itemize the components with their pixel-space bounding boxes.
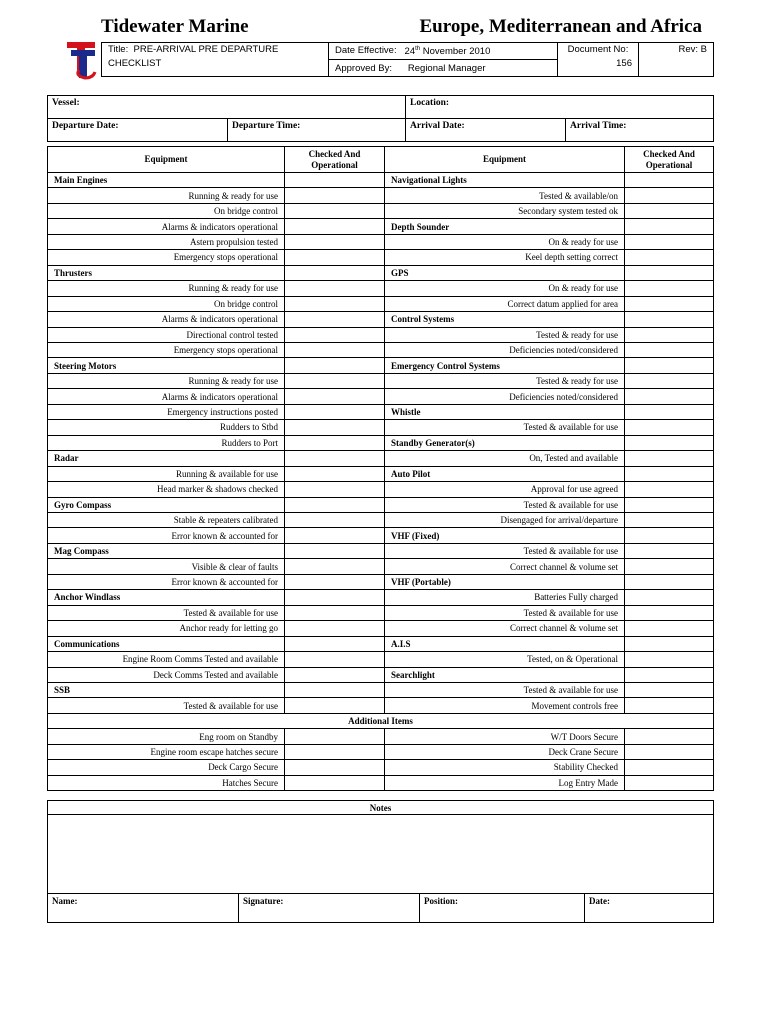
checklist-row (48, 698, 714, 713)
approved-by-label: Approved By: (335, 62, 393, 74)
check-item-label: Emergency stops operational (48, 250, 285, 265)
check-box-cell (625, 265, 714, 280)
checklist-row (48, 652, 714, 667)
vessel-info-table (47, 95, 714, 142)
check-box-cell[interactable] (285, 482, 385, 497)
checklist-row (48, 188, 714, 203)
signature-label: Signature: (243, 896, 284, 906)
check-box-cell[interactable] (625, 420, 714, 435)
check-box-cell[interactable] (285, 342, 385, 357)
check-box-cell[interactable] (625, 497, 714, 512)
check-box-cell (625, 667, 714, 682)
check-item-label: Tested & ready for use (385, 373, 625, 388)
check-item-label: Tested & available for use (385, 682, 625, 697)
check-item-label: Engine Room Comms Tested and available (48, 652, 285, 667)
section-heading: Whistle (385, 404, 625, 419)
additional-item-row (48, 775, 714, 790)
additional-item-label: Deck Crane Secure (385, 744, 625, 759)
check-box-cell (625, 466, 714, 481)
title-cell (102, 43, 329, 77)
checklist-row (48, 265, 714, 280)
checklist-row (48, 219, 714, 234)
check-item-label: Running & ready for use (48, 188, 285, 203)
departure-date-field[interactable] (48, 119, 228, 142)
check-item-label: On & ready for use (385, 281, 625, 296)
check-item-label: On bridge control (48, 203, 285, 218)
signature-field[interactable] (239, 894, 420, 923)
section-heading: Searchlight (385, 667, 625, 682)
check-box-cell[interactable] (285, 621, 385, 636)
check-item-label: Correct datum applied for area (385, 296, 625, 311)
additional-items-heading: Additional Items (48, 713, 714, 728)
check-box-cell[interactable] (625, 188, 714, 203)
title-value: PRE-ARRIVAL PRE DEPARTURE (133, 44, 279, 55)
title-label: Title: (108, 44, 129, 55)
check-item-label: Rudders to Port (48, 435, 285, 450)
check-item-label: Head marker & shadows checked (48, 482, 285, 497)
check-item-label: On, Tested and available (385, 451, 625, 466)
check-box-cell (285, 590, 385, 605)
vessel-label: Vessel: (52, 98, 80, 108)
additional-item-label: Engine room escape hatches secure (48, 744, 285, 759)
check-box-cell[interactable] (285, 652, 385, 667)
location-field[interactable] (406, 96, 714, 119)
check-item-label: Deck Comms Tested and available (48, 667, 285, 682)
check-item-label: Tested & available for use (385, 543, 625, 558)
checklist-row (48, 281, 714, 296)
check-item-label: Correct channel & volume set (385, 621, 625, 636)
check-item-label: Stable & repeaters calibrated (48, 512, 285, 527)
check-box-cell[interactable] (285, 559, 385, 574)
section-heading: Radar (48, 451, 285, 466)
checklist-row (48, 420, 714, 435)
check-box-cell (285, 265, 385, 280)
check-box-cell (625, 528, 714, 543)
check-item-label: Astern propulsion tested (48, 234, 285, 249)
name-label: Name: (52, 896, 78, 906)
check-item-label: Emergency instructions posted (48, 404, 285, 419)
check-box-cell[interactable] (625, 729, 714, 744)
check-item-label: On bridge control (48, 296, 285, 311)
additional-item-row (48, 744, 714, 759)
additional-item-label: W/T Doors Secure (385, 729, 625, 744)
col-header-checked-left: Checked And Operational (285, 147, 385, 173)
check-box-cell[interactable] (285, 698, 385, 713)
check-box-cell (285, 358, 385, 373)
check-box-cell[interactable] (285, 667, 385, 682)
check-item-label: Deficiencies noted/considered (385, 342, 625, 357)
checklist-row (48, 590, 714, 605)
check-box-cell[interactable] (285, 605, 385, 620)
doc-no-value: 156 (616, 58, 632, 69)
section-heading: Steering Motors (48, 358, 285, 373)
check-box-cell[interactable] (285, 512, 385, 527)
checklist-row (48, 234, 714, 249)
check-box-cell[interactable] (625, 296, 714, 311)
col-header-equipment-left: Equipment (48, 147, 285, 173)
col-header-checked-right: Checked And Operational (625, 147, 714, 173)
rev-label: Rev: (678, 44, 699, 55)
check-item-label: Running & available for use (48, 466, 285, 481)
check-box-cell[interactable] (285, 466, 385, 481)
checklist-row (48, 512, 714, 527)
check-box-cell (625, 574, 714, 589)
check-item-label: Tested, on & Operational (385, 652, 625, 667)
section-heading: Mag Compass (48, 543, 285, 558)
approved-by-value: Regional Manager (407, 62, 486, 74)
date-field[interactable] (585, 894, 714, 923)
check-box-cell (625, 219, 714, 234)
check-box-cell[interactable] (625, 342, 714, 357)
section-heading: Emergency Control Systems (385, 358, 625, 373)
check-box-cell (285, 497, 385, 512)
check-box-cell (625, 173, 714, 188)
doc-no-label: Document No: (567, 44, 629, 55)
check-box-cell (285, 451, 385, 466)
section-heading: Control Systems (385, 312, 625, 327)
revision-cell (639, 43, 714, 77)
check-item-label: Alarms & indicators operational (48, 312, 285, 327)
check-box-cell (625, 435, 714, 450)
departure-time-field[interactable] (228, 119, 406, 142)
check-box-cell[interactable] (285, 296, 385, 311)
region-name: Europe, Mediterranean and Africa (419, 16, 702, 37)
check-item-label: Anchor ready for letting go (48, 621, 285, 636)
additional-item-label: Eng room on Standby (48, 729, 285, 744)
arrival-time-label: Arrival Time: (570, 121, 627, 131)
document-number-cell (558, 43, 639, 77)
date-effective-label: Date Effective: (335, 45, 397, 57)
checklist-row (48, 312, 714, 327)
checklist-row (48, 466, 714, 481)
check-item-label: Keel depth setting correct (385, 250, 625, 265)
section-heading: VHF (Portable) (385, 574, 625, 589)
check-box-cell[interactable] (625, 559, 714, 574)
position-label: Position: (424, 896, 459, 906)
check-box-cell[interactable] (285, 188, 385, 203)
check-item-label: Tested & available for use (48, 698, 285, 713)
check-box-cell[interactable] (285, 435, 385, 450)
check-box-cell[interactable] (285, 760, 385, 775)
section-heading: VHF (Fixed) (385, 528, 625, 543)
checklist-row (48, 389, 714, 404)
checklist-row (48, 574, 714, 589)
additional-item-row (48, 760, 714, 775)
check-box-cell (285, 543, 385, 558)
section-heading: Anchor Windlass (48, 590, 285, 605)
check-box-cell[interactable] (625, 543, 714, 558)
section-heading: Auto Pilot (385, 466, 625, 481)
check-box-cell[interactable] (285, 729, 385, 744)
check-box-cell (625, 404, 714, 419)
check-box-cell[interactable] (285, 389, 385, 404)
checklist-row (48, 497, 714, 512)
col-header-equipment-right: Equipment (385, 147, 625, 173)
check-box-cell[interactable] (285, 404, 385, 419)
tidewater-logo (65, 40, 101, 80)
check-item-label: Error known & accounted for (48, 574, 285, 589)
checklist-table (47, 146, 714, 791)
check-item-label: Disengaged for arrival/departure (385, 512, 625, 527)
check-item-label: On & ready for use (385, 234, 625, 249)
check-item-label: Tested & available for use (385, 497, 625, 512)
checklist-row (48, 373, 714, 388)
date-effective-value: 24th November 2010 (404, 45, 491, 57)
check-box-cell[interactable] (625, 281, 714, 296)
title-value-line2: CHECKLIST (108, 58, 162, 69)
check-item-label: Tested & available for use (385, 420, 625, 435)
rev-value: B (700, 44, 707, 55)
check-box-cell[interactable] (285, 219, 385, 234)
check-item-label: Secondary system tested ok (385, 203, 625, 218)
section-heading: Standby Generator(s) (385, 435, 625, 450)
departure-time-label: Departure Time: (232, 121, 301, 131)
check-box-cell[interactable] (285, 373, 385, 388)
check-item-label: Batteries Fully charged (385, 590, 625, 605)
check-item-label: Tested & available for use (48, 605, 285, 620)
check-box-cell[interactable] (625, 590, 714, 605)
location-label: Location: (410, 98, 450, 108)
check-box-cell[interactable] (625, 698, 714, 713)
check-box-cell[interactable] (625, 652, 714, 667)
check-item-label: Tested & available/on (385, 188, 625, 203)
checklist-row (48, 528, 714, 543)
section-heading: Communications (48, 636, 285, 651)
section-heading: Depth Sounder (385, 219, 625, 234)
check-item-label: Directional control tested (48, 327, 285, 342)
checklist-row (48, 342, 714, 357)
check-box-cell[interactable] (625, 451, 714, 466)
check-box-cell[interactable] (285, 327, 385, 342)
check-item-label: Correct channel & volume set (385, 559, 625, 574)
notes-area[interactable] (48, 815, 714, 894)
position-field[interactable] (420, 894, 585, 923)
check-box-cell[interactable] (625, 482, 714, 497)
check-box-cell[interactable] (285, 744, 385, 759)
checklist-row (48, 482, 714, 497)
check-box-cell[interactable] (285, 420, 385, 435)
checklist-row (48, 327, 714, 342)
check-box-cell[interactable] (285, 281, 385, 296)
checklist-row (48, 404, 714, 419)
check-box-cell[interactable] (625, 621, 714, 636)
company-name: Tidewater Marine (101, 16, 249, 37)
check-box-cell[interactable] (625, 775, 714, 790)
checklist-row (48, 250, 714, 265)
additional-item-label: Stability Checked (385, 760, 625, 775)
section-heading: A.I.S (385, 636, 625, 651)
check-item-label: Running & ready for use (48, 373, 285, 388)
check-box-cell[interactable] (285, 312, 385, 327)
check-box-cell[interactable] (625, 512, 714, 527)
check-box-cell[interactable] (285, 250, 385, 265)
arrival-time-field[interactable] (566, 119, 714, 142)
departure-date-label: Departure Date: (52, 121, 119, 131)
check-box-cell[interactable] (625, 605, 714, 620)
check-box-cell[interactable] (285, 574, 385, 589)
check-box-cell[interactable] (625, 203, 714, 218)
additional-item-row (48, 729, 714, 744)
check-box-cell (625, 636, 714, 651)
check-box-cell (285, 636, 385, 651)
check-box-cell (625, 358, 714, 373)
additional-item-label: Deck Cargo Secure (48, 760, 285, 775)
arrival-date-field[interactable] (406, 119, 566, 142)
section-heading: SSB (48, 682, 285, 697)
date-effective-cell (329, 43, 558, 60)
check-box-cell (285, 682, 385, 697)
check-box-cell[interactable] (285, 528, 385, 543)
checklist-row (48, 543, 714, 558)
check-item-label: Deficiencies noted/considered (385, 389, 625, 404)
check-box-cell[interactable] (285, 234, 385, 249)
check-item-label: Rudders to Stbd (48, 420, 285, 435)
notes-table (47, 800, 714, 923)
check-box-cell[interactable] (625, 744, 714, 759)
check-item-label: Alarms & indicators operational (48, 219, 285, 234)
check-item-label: Visible & clear of faults (48, 559, 285, 574)
check-box-cell[interactable] (625, 250, 714, 265)
checklist-row (48, 621, 714, 636)
check-box-cell[interactable] (625, 234, 714, 249)
check-box-cell[interactable] (625, 327, 714, 342)
check-item-label: Approval for use agreed (385, 482, 625, 497)
check-item-label: Alarms & indicators operational (48, 389, 285, 404)
check-item-label: Tested & ready for use (385, 327, 625, 342)
checklist-row (48, 636, 714, 651)
checklist-row (48, 173, 714, 188)
name-field[interactable] (48, 894, 239, 923)
check-box-cell[interactable] (285, 775, 385, 790)
section-heading: GPS (385, 265, 625, 280)
checklist-row (48, 559, 714, 574)
check-item-label: Movement controls free (385, 698, 625, 713)
checklist-row (48, 682, 714, 697)
check-box-cell[interactable] (285, 203, 385, 218)
arrival-date-label: Arrival Date: (410, 121, 465, 131)
document-info-table (101, 42, 714, 77)
check-box-cell[interactable] (625, 760, 714, 775)
additional-item-label: Hatches Secure (48, 775, 285, 790)
checklist-row (48, 451, 714, 466)
check-box-cell (285, 173, 385, 188)
date-label: Date: (589, 896, 610, 906)
checklist-row (48, 203, 714, 218)
checklist-row (48, 358, 714, 373)
notes-heading: Notes (48, 801, 714, 815)
check-item-label: Error known & accounted for (48, 528, 285, 543)
section-heading: Navigational Lights (385, 173, 625, 188)
vessel-field[interactable] (48, 96, 406, 119)
checklist-row (48, 296, 714, 311)
check-box-cell[interactable] (625, 373, 714, 388)
section-heading: Gyro Compass (48, 497, 285, 512)
additional-item-label: Log Entry Made (385, 775, 625, 790)
check-box-cell[interactable] (625, 682, 714, 697)
approved-by-cell (329, 60, 558, 77)
section-heading: Thrusters (48, 265, 285, 280)
check-box-cell[interactable] (625, 389, 714, 404)
check-item-label: Running & ready for use (48, 281, 285, 296)
check-item-label: Tested & available for use (385, 605, 625, 620)
checklist-row (48, 435, 714, 450)
section-heading: Main Engines (48, 173, 285, 188)
checklist-row (48, 667, 714, 682)
checklist-row (48, 605, 714, 620)
check-box-cell (625, 312, 714, 327)
check-item-label: Emergency stops operational (48, 342, 285, 357)
